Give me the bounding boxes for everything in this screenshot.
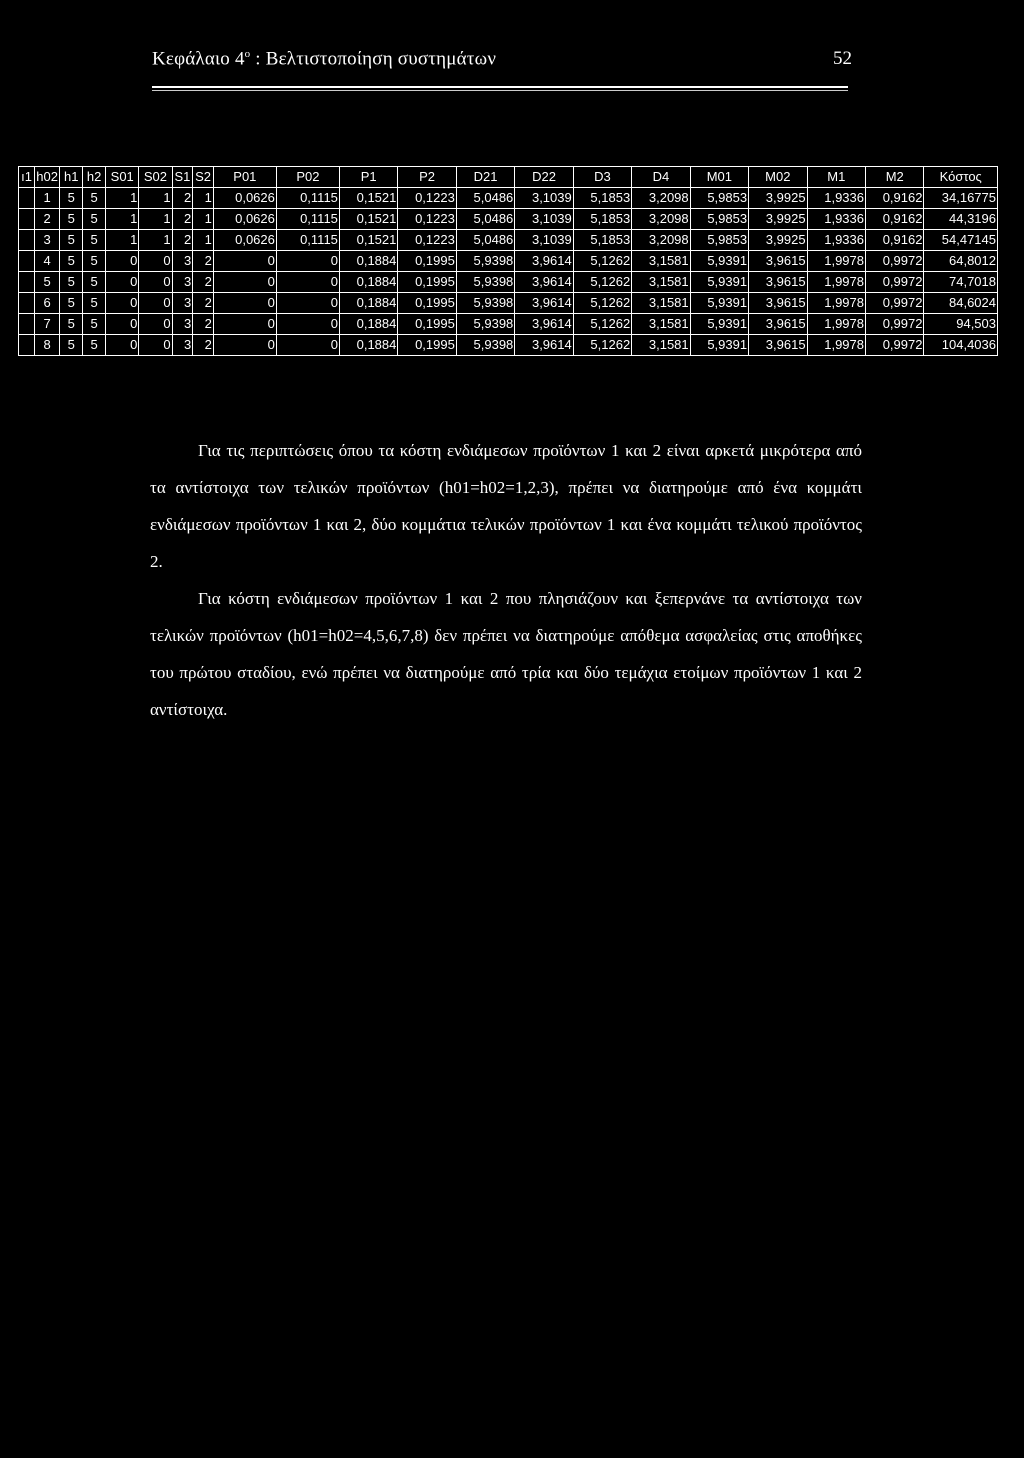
table-cell: 4 bbox=[35, 251, 60, 272]
table-cell: 5,9398 bbox=[456, 335, 514, 356]
table-cell: 54,47145 bbox=[924, 230, 998, 251]
column-header: h1 bbox=[60, 167, 83, 188]
table-cell: 0 bbox=[276, 314, 339, 335]
table-cell: 0 bbox=[106, 314, 139, 335]
table-cell: 0 bbox=[276, 251, 339, 272]
table-cell: 1,9336 bbox=[807, 209, 865, 230]
table-cell: 0,1521 bbox=[339, 188, 397, 209]
table-cell: 0,9972 bbox=[866, 314, 924, 335]
table-cell: 0,1884 bbox=[339, 293, 397, 314]
table-cell: 64,8012 bbox=[924, 251, 998, 272]
table-cell: 2 bbox=[193, 335, 214, 356]
table-cell: 1,9978 bbox=[807, 293, 865, 314]
table-cell: 3 bbox=[172, 314, 193, 335]
table-cell: 1 bbox=[139, 230, 172, 251]
table-cell: 3 bbox=[172, 293, 193, 314]
table-cell: 2 bbox=[193, 251, 214, 272]
column-header: M02 bbox=[749, 167, 807, 188]
chapter-title-prefix: Κεφάλαιο 4 bbox=[152, 48, 245, 70]
table-cell: 5,0486 bbox=[456, 230, 514, 251]
column-header: D4 bbox=[632, 167, 690, 188]
paragraph-1: Για τις περιπτώσεις όπου τα κόστη ενδιάμεσων προϊόντων 1 και 2 είναι αρκετά μικρότερα από τα αντίστοιχα των τελικών προϊόντων (h01=h02=1,2,3), πρέπει να διατηρούμε από ένα κομμάτι ενδιάμεσων προϊόντων 1 και 2, δύο κομμάτια τελικών προϊόντων 1 και ένα κομμάτι τελικού προϊόντος 2. bbox=[150, 441, 862, 571]
table-cell: 3,1581 bbox=[632, 335, 690, 356]
table-cell: 0,1223 bbox=[398, 188, 456, 209]
table-cell bbox=[19, 314, 35, 335]
table-cell: 3,1039 bbox=[515, 230, 573, 251]
column-header: h02 bbox=[35, 167, 60, 188]
table-cell: 0,0626 bbox=[213, 230, 276, 251]
table-cell bbox=[19, 335, 35, 356]
table-cell: 34,16775 bbox=[924, 188, 998, 209]
table-row bbox=[19, 314, 998, 335]
table-cell: 3 bbox=[172, 251, 193, 272]
table-cell: 3,1039 bbox=[515, 209, 573, 230]
table-cell: 1 bbox=[193, 230, 214, 251]
table-cell: 0,1995 bbox=[398, 314, 456, 335]
table-cell: 3,9615 bbox=[749, 251, 807, 272]
table-cell: 0,1223 bbox=[398, 209, 456, 230]
table-cell: 6 bbox=[35, 293, 60, 314]
column-header: ı1 bbox=[19, 167, 35, 188]
table-cell: 1 bbox=[193, 188, 214, 209]
table-cell: 3,1581 bbox=[632, 314, 690, 335]
table-cell: 2 bbox=[172, 230, 193, 251]
chapter-title-suffix: : Βελτιστοποίηση συστημάτων bbox=[250, 48, 497, 70]
table-cell: 104,4036 bbox=[924, 335, 998, 356]
table-cell: 0,9972 bbox=[866, 272, 924, 293]
column-header: P1 bbox=[339, 167, 397, 188]
table-cell: 3 bbox=[172, 335, 193, 356]
table-cell bbox=[19, 230, 35, 251]
table-row bbox=[19, 293, 998, 314]
page-header bbox=[152, 44, 852, 74]
table-cell: 0,9972 bbox=[866, 293, 924, 314]
table-cell: 0 bbox=[139, 251, 172, 272]
table-cell: 1 bbox=[35, 188, 60, 209]
table-cell: 1 bbox=[193, 209, 214, 230]
table-cell: 0,1884 bbox=[339, 272, 397, 293]
paragraph-2: Για κόστη ενδιάμεσων προϊόντων 1 και 2 που πλησιάζουν και ξεπερνάνε τα αντίστοιχα των τελικών προϊόντων (h01=h02=4,5,6,7,8) δεν πρέπει να διατηρούμε απόθεμα ασφαλείας στις αποθήκες του πρώτου σταδίου, ενώ πρέπει να διατηρούμε από τρία και δύο τεμάχια ετοίμων προϊόντων 1 και 2 αντίστοιχα. bbox=[150, 589, 862, 719]
table-cell: 0 bbox=[139, 293, 172, 314]
table-cell: 5,9398 bbox=[456, 251, 514, 272]
table-cell: 5 bbox=[60, 209, 83, 230]
table-cell: 94,503 bbox=[924, 314, 998, 335]
column-header: M1 bbox=[807, 167, 865, 188]
table-cell: 5 bbox=[83, 335, 106, 356]
table-cell: 3,9614 bbox=[515, 251, 573, 272]
table-cell: 0,9162 bbox=[866, 209, 924, 230]
table-cell: 1,9978 bbox=[807, 314, 865, 335]
results-table-body bbox=[19, 188, 998, 356]
table-cell: 5 bbox=[60, 335, 83, 356]
table-cell: 1 bbox=[106, 230, 139, 251]
table-cell: 1,9978 bbox=[807, 251, 865, 272]
table-cell: 3,9615 bbox=[749, 272, 807, 293]
table-cell: 1,9336 bbox=[807, 230, 865, 251]
table-cell: 3,9615 bbox=[749, 314, 807, 335]
table-cell: 0,9162 bbox=[866, 188, 924, 209]
table-cell: 5 bbox=[83, 272, 106, 293]
table-cell: 74,7018 bbox=[924, 272, 998, 293]
table-cell: 5 bbox=[60, 272, 83, 293]
page-number: 52 bbox=[833, 48, 852, 69]
table-cell: 0 bbox=[276, 335, 339, 356]
table-cell: 3,9614 bbox=[515, 272, 573, 293]
table-cell: 0,9162 bbox=[866, 230, 924, 251]
table-cell: 3,1581 bbox=[632, 251, 690, 272]
table-cell: 0,1223 bbox=[398, 230, 456, 251]
column-header: M01 bbox=[690, 167, 748, 188]
table-cell: 0,1884 bbox=[339, 335, 397, 356]
table-cell: 0 bbox=[106, 335, 139, 356]
table-row bbox=[19, 272, 998, 293]
table-cell: 3,9614 bbox=[515, 335, 573, 356]
column-header: h2 bbox=[83, 167, 106, 188]
table-cell: 3,2098 bbox=[632, 209, 690, 230]
table-cell: 1 bbox=[106, 188, 139, 209]
table-cell: 84,6024 bbox=[924, 293, 998, 314]
table-row bbox=[19, 230, 998, 251]
table-cell: 0,1884 bbox=[339, 314, 397, 335]
table-cell bbox=[19, 272, 35, 293]
table-cell: 0,9972 bbox=[866, 251, 924, 272]
table-cell: 5,0486 bbox=[456, 188, 514, 209]
table-cell: 2 bbox=[35, 209, 60, 230]
table-row bbox=[19, 188, 998, 209]
table-cell: 3,1039 bbox=[515, 188, 573, 209]
table-cell: 0,0626 bbox=[213, 188, 276, 209]
header-rule bbox=[152, 86, 848, 88]
table-cell: 0 bbox=[139, 314, 172, 335]
table-cell: 2 bbox=[193, 293, 214, 314]
header-rule-thin bbox=[152, 90, 848, 91]
table-cell: 5,1262 bbox=[573, 251, 631, 272]
table-cell: 5 bbox=[83, 293, 106, 314]
table-cell: 0,1995 bbox=[398, 272, 456, 293]
table-cell: 3,2098 bbox=[632, 230, 690, 251]
table-row bbox=[19, 251, 998, 272]
column-header: S02 bbox=[139, 167, 172, 188]
results-table-container bbox=[18, 166, 998, 356]
table-cell: 5,1262 bbox=[573, 293, 631, 314]
table-cell: 0 bbox=[213, 272, 276, 293]
table-cell: 5,9853 bbox=[690, 209, 748, 230]
table-cell: 5,0486 bbox=[456, 209, 514, 230]
table-cell: 0 bbox=[213, 314, 276, 335]
table-cell: 5,9391 bbox=[690, 293, 748, 314]
table-cell: 0,1115 bbox=[276, 188, 339, 209]
table-cell: 5,1262 bbox=[573, 272, 631, 293]
table-cell: 5,9391 bbox=[690, 272, 748, 293]
column-header: P2 bbox=[398, 167, 456, 188]
column-header: P02 bbox=[276, 167, 339, 188]
table-cell: 3,1581 bbox=[632, 272, 690, 293]
table-cell: 2 bbox=[193, 314, 214, 335]
column-header: P01 bbox=[213, 167, 276, 188]
table-cell: 0,1521 bbox=[339, 230, 397, 251]
table-header-row bbox=[19, 167, 998, 188]
table-cell: 3,9925 bbox=[749, 188, 807, 209]
table-cell: 5 bbox=[35, 272, 60, 293]
table-cell: 5,1853 bbox=[573, 230, 631, 251]
table-cell: 0,1995 bbox=[398, 251, 456, 272]
column-header: D22 bbox=[515, 167, 573, 188]
table-cell: 3,1581 bbox=[632, 293, 690, 314]
table-cell: 5,9391 bbox=[690, 251, 748, 272]
table-row bbox=[19, 209, 998, 230]
table-cell: 5 bbox=[60, 230, 83, 251]
column-header: S1 bbox=[172, 167, 193, 188]
table-row bbox=[19, 335, 998, 356]
column-header: Κόστος bbox=[924, 167, 998, 188]
table-cell: 1 bbox=[139, 209, 172, 230]
table-cell: 0 bbox=[106, 272, 139, 293]
table-cell: 3,9925 bbox=[749, 230, 807, 251]
table-cell: 5 bbox=[83, 209, 106, 230]
table-cell: 0 bbox=[139, 272, 172, 293]
table-cell: 0,9972 bbox=[866, 335, 924, 356]
table-cell: 0,1995 bbox=[398, 293, 456, 314]
table-cell: 0,1115 bbox=[276, 230, 339, 251]
table-cell bbox=[19, 251, 35, 272]
table-cell: 5,1262 bbox=[573, 314, 631, 335]
table-cell bbox=[19, 293, 35, 314]
table-cell: 0,1884 bbox=[339, 251, 397, 272]
table-cell: 5 bbox=[60, 188, 83, 209]
table-cell: 1,9978 bbox=[807, 272, 865, 293]
table-cell: 2 bbox=[193, 272, 214, 293]
column-header: D21 bbox=[456, 167, 514, 188]
table-cell: 0 bbox=[213, 251, 276, 272]
table-cell: 5,9853 bbox=[690, 230, 748, 251]
table-cell: 5,9853 bbox=[690, 188, 748, 209]
table-cell: 1,9336 bbox=[807, 188, 865, 209]
table-cell: 7 bbox=[35, 314, 60, 335]
column-header: D3 bbox=[573, 167, 631, 188]
table-cell: 5,9391 bbox=[690, 314, 748, 335]
table-cell: 5 bbox=[83, 188, 106, 209]
column-header: M2 bbox=[866, 167, 924, 188]
table-cell: 0,1995 bbox=[398, 335, 456, 356]
table-cell: 3,9615 bbox=[749, 293, 807, 314]
table-cell: 0 bbox=[213, 293, 276, 314]
table-cell: 0 bbox=[213, 335, 276, 356]
chapter-title bbox=[152, 48, 496, 70]
table-cell: 5 bbox=[83, 251, 106, 272]
table-cell bbox=[19, 188, 35, 209]
table-cell: 5 bbox=[60, 293, 83, 314]
table-cell: 0 bbox=[106, 251, 139, 272]
table-cell: 0,1521 bbox=[339, 209, 397, 230]
table-cell: 5,1853 bbox=[573, 209, 631, 230]
table-cell: 1,9978 bbox=[807, 335, 865, 356]
table-cell: 3,9615 bbox=[749, 335, 807, 356]
table-cell: 3,9614 bbox=[515, 293, 573, 314]
table-cell: 5,1853 bbox=[573, 188, 631, 209]
table-cell: 3,9925 bbox=[749, 209, 807, 230]
table-cell: 8 bbox=[35, 335, 60, 356]
table-cell: 2 bbox=[172, 209, 193, 230]
table-cell: 0 bbox=[139, 335, 172, 356]
table-cell: 5 bbox=[83, 314, 106, 335]
table-cell: 3,9614 bbox=[515, 314, 573, 335]
body-text bbox=[150, 432, 862, 728]
chapter-title-superscript: ο bbox=[244, 48, 251, 60]
table-cell: 44,3196 bbox=[924, 209, 998, 230]
table-cell: 5 bbox=[60, 314, 83, 335]
table-cell: 0,0626 bbox=[213, 209, 276, 230]
table-cell: 5 bbox=[83, 230, 106, 251]
table-cell: 5 bbox=[60, 251, 83, 272]
table-cell: 0,1115 bbox=[276, 209, 339, 230]
table-cell: 5,9391 bbox=[690, 335, 748, 356]
table-cell: 2 bbox=[172, 188, 193, 209]
table-cell: 0 bbox=[276, 293, 339, 314]
results-table bbox=[18, 166, 998, 356]
results-table-head bbox=[19, 167, 998, 188]
table-cell: 5,9398 bbox=[456, 293, 514, 314]
table-cell: 3 bbox=[35, 230, 60, 251]
table-cell: 0 bbox=[106, 293, 139, 314]
column-header: S2 bbox=[193, 167, 214, 188]
column-header: S01 bbox=[106, 167, 139, 188]
table-cell: 5,1262 bbox=[573, 335, 631, 356]
table-cell: 5,9398 bbox=[456, 314, 514, 335]
table-cell: 1 bbox=[139, 188, 172, 209]
table-cell: 5,9398 bbox=[456, 272, 514, 293]
table-cell: 1 bbox=[106, 209, 139, 230]
table-cell: 0 bbox=[276, 272, 339, 293]
table-cell: 3,2098 bbox=[632, 188, 690, 209]
table-cell: 3 bbox=[172, 272, 193, 293]
table-cell bbox=[19, 209, 35, 230]
